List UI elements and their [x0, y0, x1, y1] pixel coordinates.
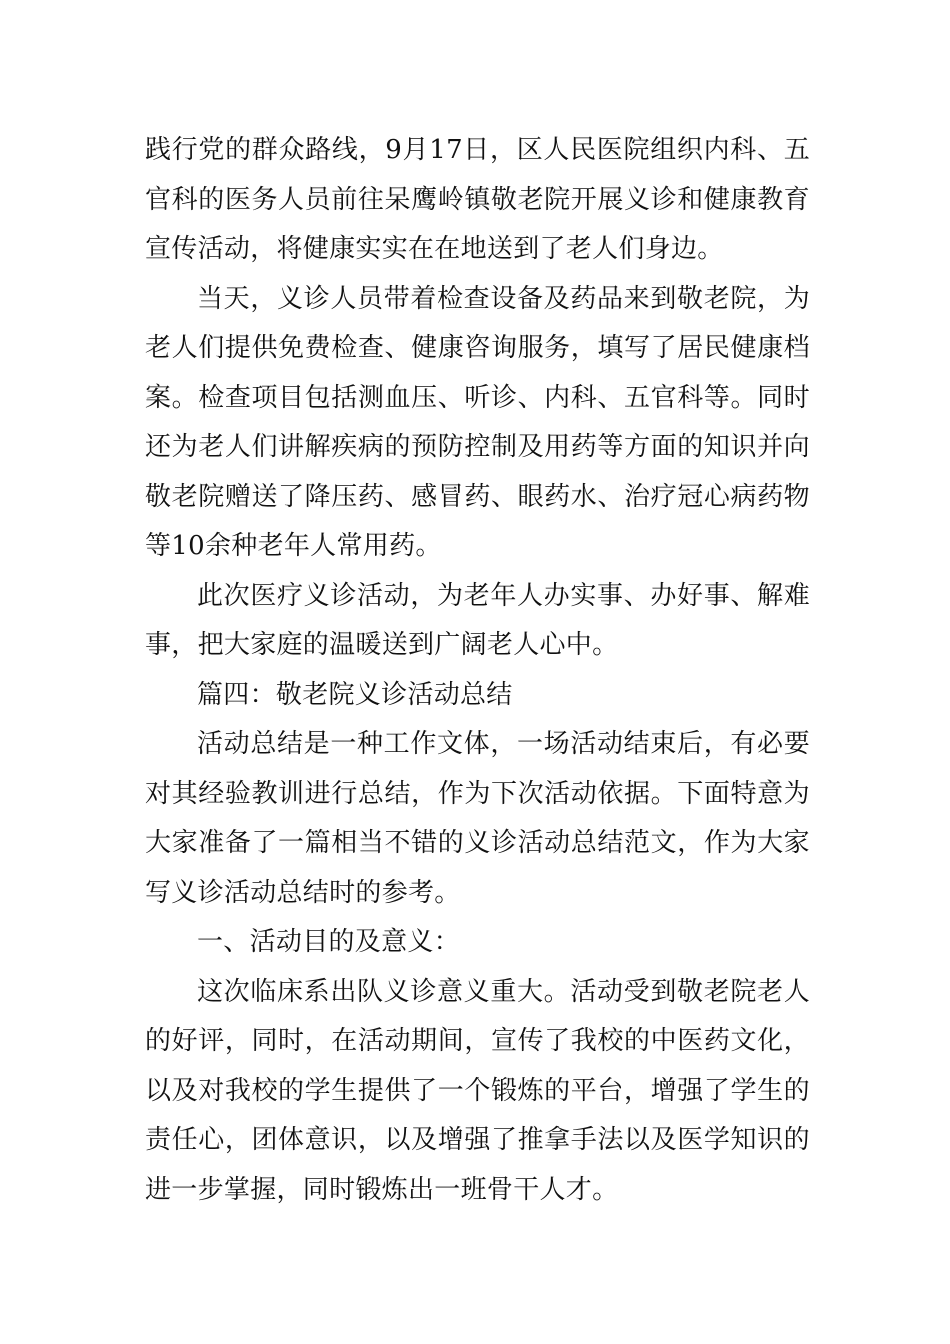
document-body	[145, 126, 810, 1215]
subheading-purpose: 一、活动目的及意义：	[197, 927, 461, 957]
paragraph-clinic-day: 当天，义诊人员带着检查设备及药品来到敬老院，为老人们提供免费检查、健康咨询服务，填写了居民健康档案。检查项目包括测血压、听诊、内科、五官科等。同时还为老人们讲解疾病的预防控制及用药等方面的知识并向敬老院赠送了降压药、感冒药、眼药水、治疗冠心病药物等10余种老年人常用药。	[145, 283, 810, 561]
paragraph-activity-summary: 此次医疗义诊活动，为老年人办实事、办好事、解难事，把大家庭的温暖送到广阔老人心中。	[145, 580, 810, 660]
paragraph-purpose-body: 这次临床系出队义诊意义重大。活动受到敬老院老人的好评，同时，在活动期间，宣传了我校的中医药文化，以及对我校的学生提供了一个锻炼的平台，增强了学生的责任心，团体意识，以及增强了推拿手法以及医学知识的进一步掌握，同时锻炼出一班骨干人才。	[145, 976, 810, 1205]
paragraph-intro-continuation: 践行党的群众路线，9月17日，区人民医院组织内科、五官科的医务人员前往呆鹰岭镇敬老院开展义诊和健康教育宣传活动，将健康实实在在地送到了老人们身边。	[145, 135, 810, 264]
paragraph-summary-intro: 活动总结是一种工作文体，一场活动结束后，有必要对其经验教训进行总结，作为下次活动依据。下面特意为大家准备了一篇相当不错的义诊活动总结范文，作为大家写义诊活动总结时的参考。	[145, 729, 810, 908]
section-heading-part-four: 篇四：敬老院义诊活动总结	[197, 679, 513, 710]
